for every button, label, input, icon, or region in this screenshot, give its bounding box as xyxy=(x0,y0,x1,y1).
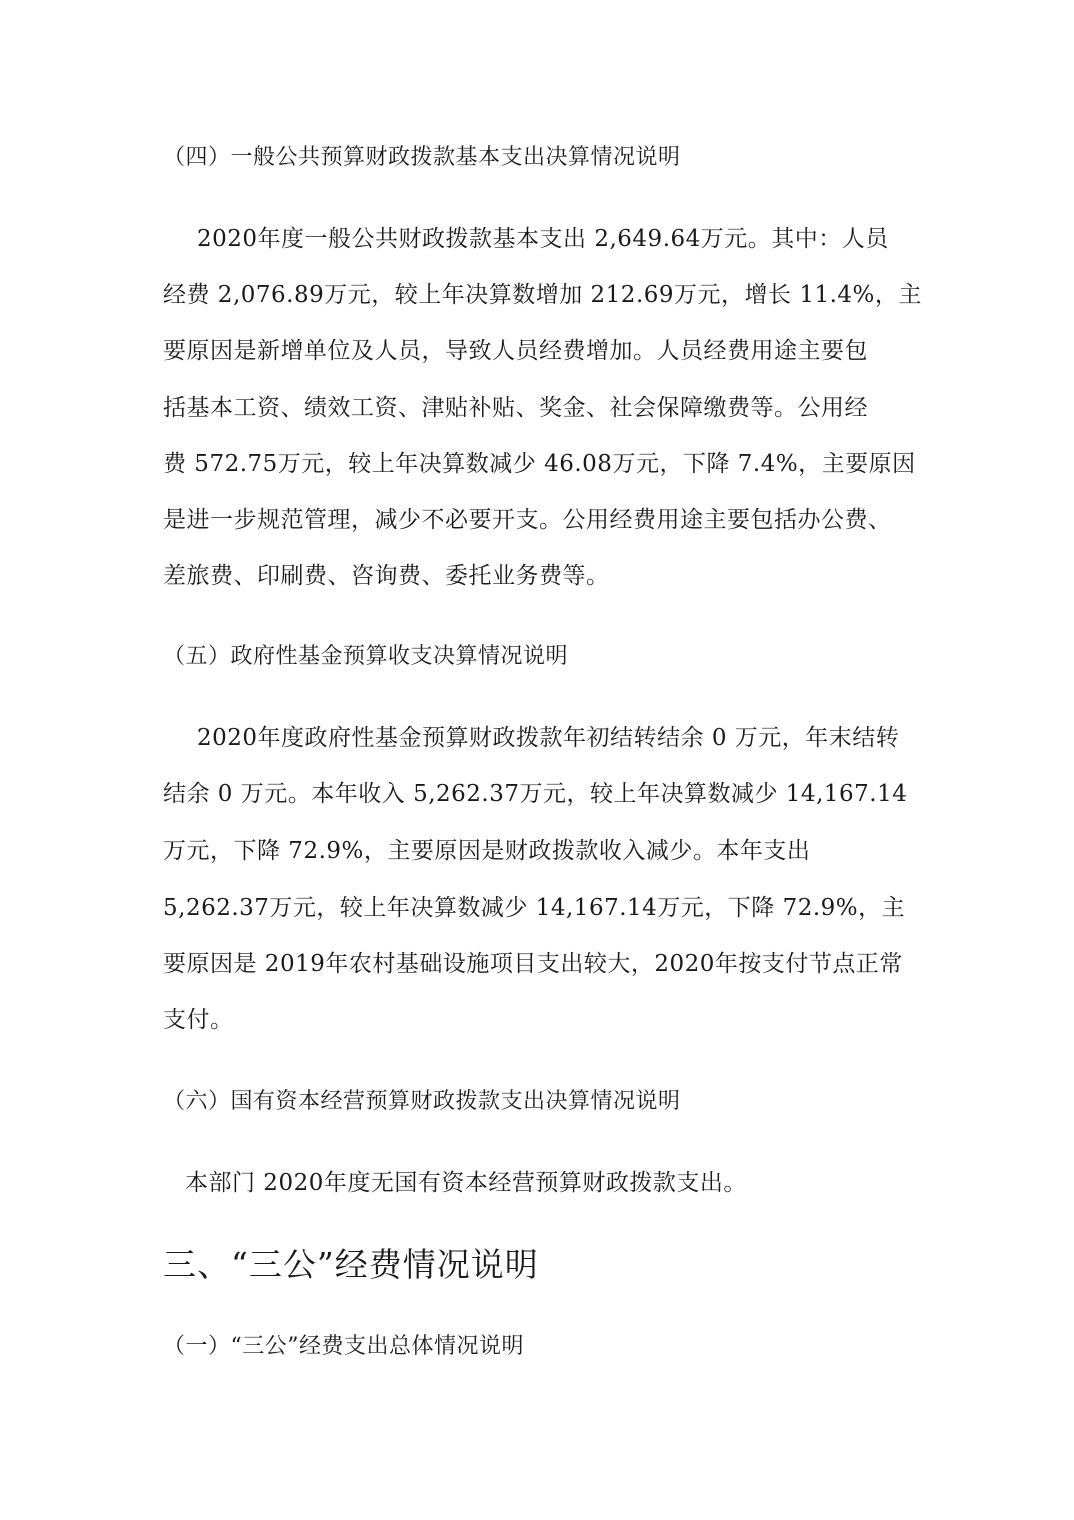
section-5-line-2: 结余 0 万元。本年收入 5,262.37万元，较上年决算数减少 14,167.14 xyxy=(163,781,908,807)
section-4-line-3: 要原因是新增单位及人员，导致人员经费增加。人员经费用途主要包 xyxy=(163,338,868,364)
section-4-line-1: 2020年度一般公共财政拨款基本支出 2,649.64万元。其中：人员 xyxy=(197,226,889,252)
section-4-line-6: 是进一步规范管理，减少不必要开支。公用经费用途主要包括办公费、 xyxy=(163,507,892,533)
section-4-line-5: 费 572.75万元，较上年决算数减少 46.08万元，下降 7.4%，主要原因 xyxy=(163,451,916,477)
section-5-line-4: 5,262.37万元，较上年决算数减少 14,167.14万元，下降 72.9%，主 xyxy=(163,895,906,921)
section-5-line-1: 2020年度政府性基金预算财政拨款年初结转结余 0 万元，年末结转 xyxy=(197,725,900,751)
section-4-line-7: 差旅费、印刷费、咨询费、委托业务费等。 xyxy=(163,563,610,589)
section-6-line-1: 本部门 2020年度无国有资本经营预算财政拨款支出。 xyxy=(185,1170,747,1196)
part-3-title: 三、“三公”经费情况说明 xyxy=(163,1245,539,1284)
section-4-heading: （四）一般公共预算财政拨款基本支出决算情况说明 xyxy=(163,145,681,170)
section-5-line-5: 要原因是 2019年农村基础设施项目支出较大，2020年按支付节点正常 xyxy=(163,951,903,977)
section-4-line-4: 括基本工资、绩效工资、津贴补贴、奖金、社会保障缴费等。公用经 xyxy=(163,395,868,421)
part-3-sub-heading: （一）“三公”经费支出总体情况说明 xyxy=(163,1334,524,1359)
section-4-line-2: 经费 2,076.89万元，较上年决算数增加 212.69万元，增长 11.4%，主 xyxy=(163,282,922,308)
section-5-line-6: 支付。 xyxy=(163,1007,234,1033)
section-6-heading: （六）国有资本经营预算财政拨款支出决算情况说明 xyxy=(163,1089,681,1114)
section-5-heading: （五）政府性基金预算收支决算情况说明 xyxy=(163,644,569,669)
section-5-line-3: 万元，下降 72.9%，主要原因是财政拨款收入减少。本年支出 xyxy=(163,838,811,864)
